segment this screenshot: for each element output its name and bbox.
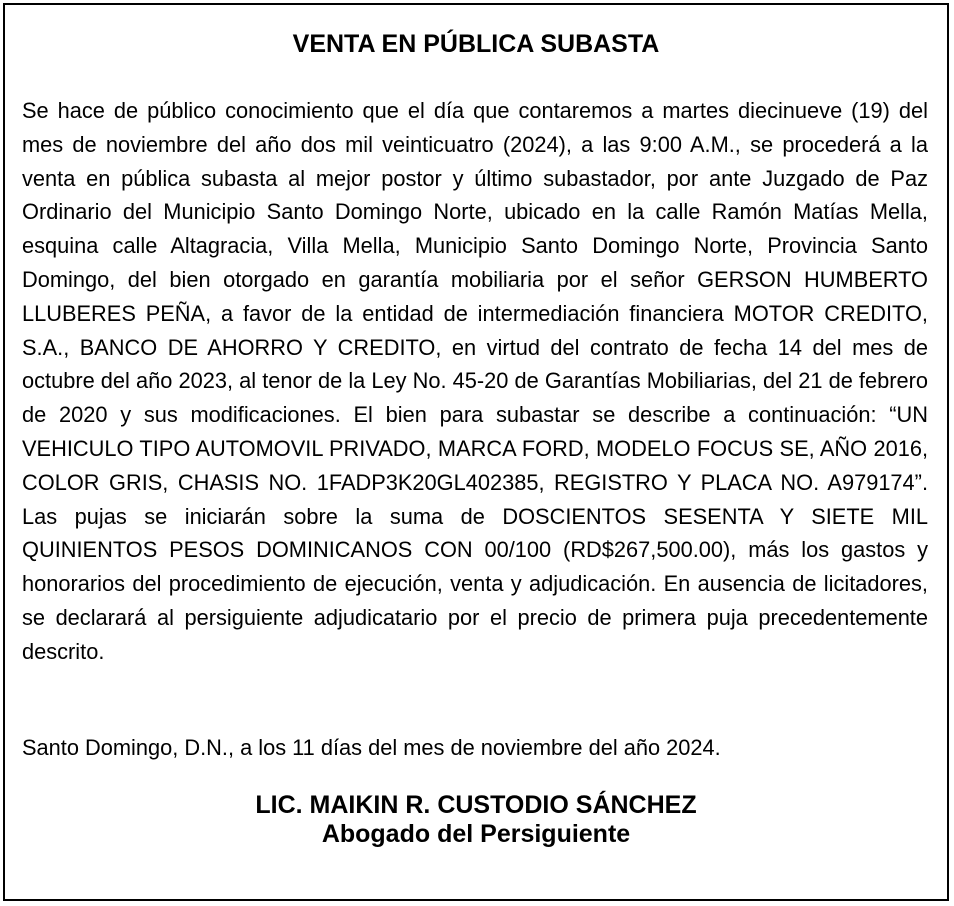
notice-title: VENTA EN PÚBLICA SUBASTA (292, 30, 660, 58)
signer-name: LIC. MAIKIN R. CUSTODIO SÁNCHEZ (255, 791, 697, 819)
signer-role: Abogado del Persiguiente (321, 820, 631, 848)
signature-block (5, 791, 947, 849)
legal-notice (3, 3, 949, 901)
notice-body: Se hace de público conocimiento que el día que contaremos a martes diecinueve (19) del mes de noviembre del año dos mil veinticuatro (2024), a las 9:00 A.M., se procederá a la venta en pública subasta al mejor postor y último subastador, por ante Juzgado de Paz Ordinario del Municipio Santo Domingo Norte, ubicado en la calle Ramón Matías Mella, esquina calle Altagracia, Villa Mella, Municipio Santo Domingo Norte, Provincia Santo Domingo, del bien otorgado en garantía mobiliaria por el señor GERSON HUMBERTO LLUBERES PEÑA, a favor de la entidad de intermediación financiera MOTOR CREDITO, S.A., BANCO DE AHORRO Y CREDITO, en virtud del contrato de fecha 14 del mes de octubre del año 2023, al tenor de la Ley No. 45-20 de Garantías Mobiliarias, del 21 de febrero de 2020 y sus modificaciones. El bien para subastar se describe a continuación: “UN VEHICULO TIPO AUTOMOVIL PRIVADO, MARCA FORD, MODELO FOCUS SE, AÑO 2016, COLOR GRIS, CHASIS NO. 1FADP3K20GL402385, REGISTRO Y PLACA NO. A979174”. Las pujas se iniciarán sobre la suma de DOSCIENTOS SESENTA Y SIETE MIL QUINIENTOS PESOS DOMINICANOS CON 00/100 (RD$267,500.00), más los gastos y honorarios del procedimiento de ejecución, venta y adjudicación. En ausencia de licitadores, se declarará al persiguiente adjudicatario por el precio de primera puja precedentemente descrito. (22, 98, 928, 664)
place-date: Santo Domingo, D.N., a los 11 días del mes de noviembre del año 2024. (22, 735, 721, 760)
